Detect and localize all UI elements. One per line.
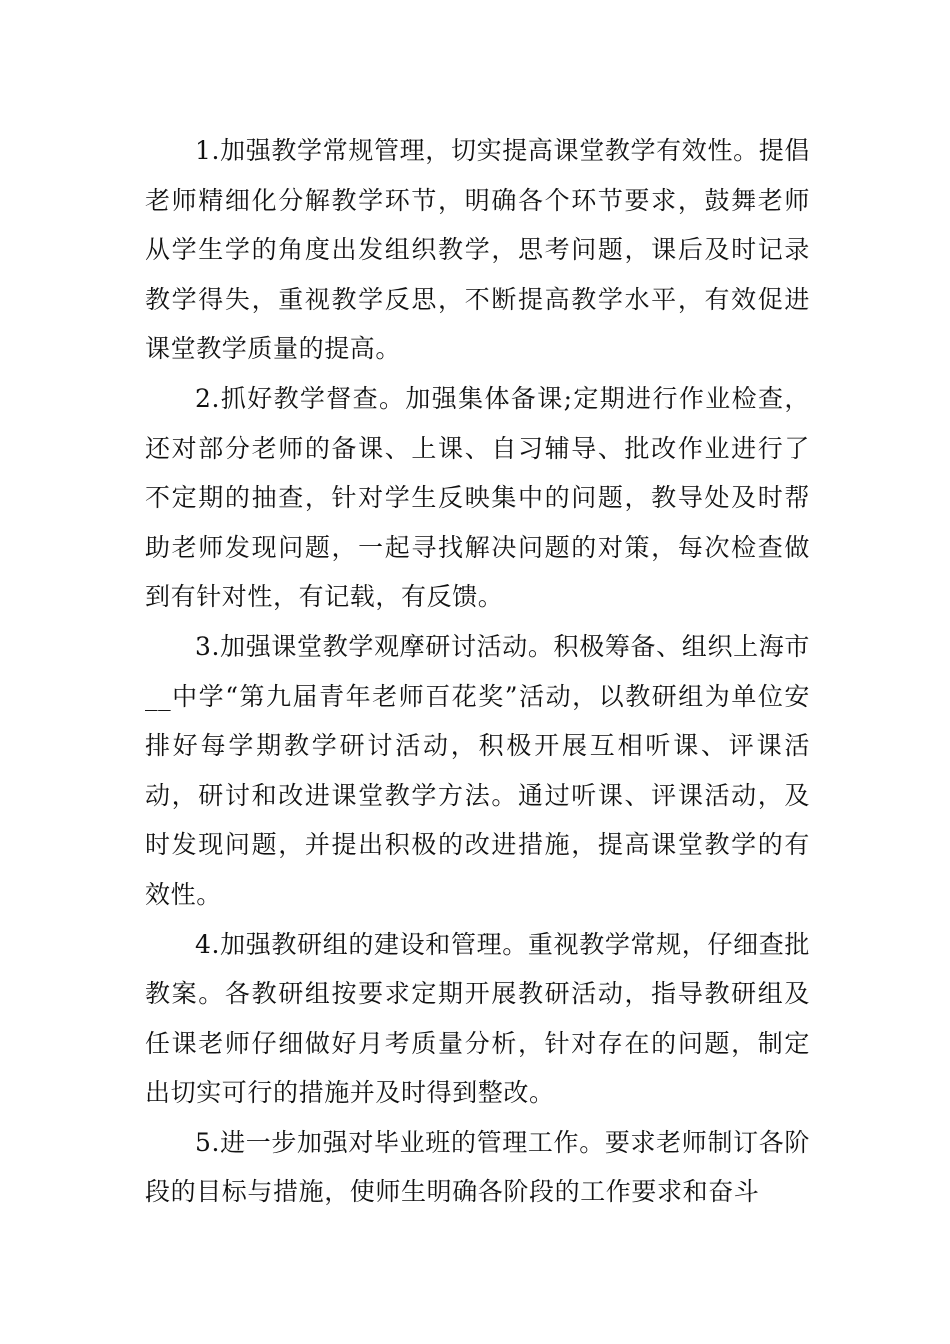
paragraph-3: 3.加强课堂教学观摩研讨活动。积极筹备、组织上海市__中学“第九届青年老师百花奖”活动，以教研组为单位安排好每学期教学研讨活动，积极开展互相听课、评课活动，研讨和改进课堂教学方法。通过听课、评课活动，及时发现问题，并提出积极的改进措施，提高课堂教学的有效性。 bbox=[145, 631, 810, 909]
paragraph-5: 5.进一步加强对毕业班的管理工作。要求老师制订各阶段的目标与措施，使师生明确各阶段的工作要求和奋斗 bbox=[145, 1127, 810, 1207]
paragraph-4: 4.加强教研组的建设和管理。重视教学常规，仔细查批教案。各教研组按要求定期开展教研活动，指导教研组及任课老师仔细做好月考质量分析，针对存在的问题，制定出切实可行的措施并及时得到整改。 bbox=[145, 929, 810, 1108]
document-body bbox=[145, 126, 810, 1217]
paragraph-2: 2.抓好教学督查。加强集体备课;定期进行作业检查，还对部分老师的备课、上课、自习辅导、批改作业进行了不定期的抽查，针对学生反映集中的问题，教导处及时帮助老师发现问题，一起寻找解决问题的对策，每次检查做到有针对性，有记载，有反馈。 bbox=[145, 383, 810, 612]
paragraph-1: 1.加强教学常规管理，切实提高课堂教学有效性。提倡老师精细化分解教学环节，明确各个环节要求，鼓舞老师从学生学的角度出发组织教学，思考问题，课后及时记录教学得失，重视教学反思，不断提高教学水平，有效促进课堂教学质量的提高。 bbox=[145, 136, 810, 364]
